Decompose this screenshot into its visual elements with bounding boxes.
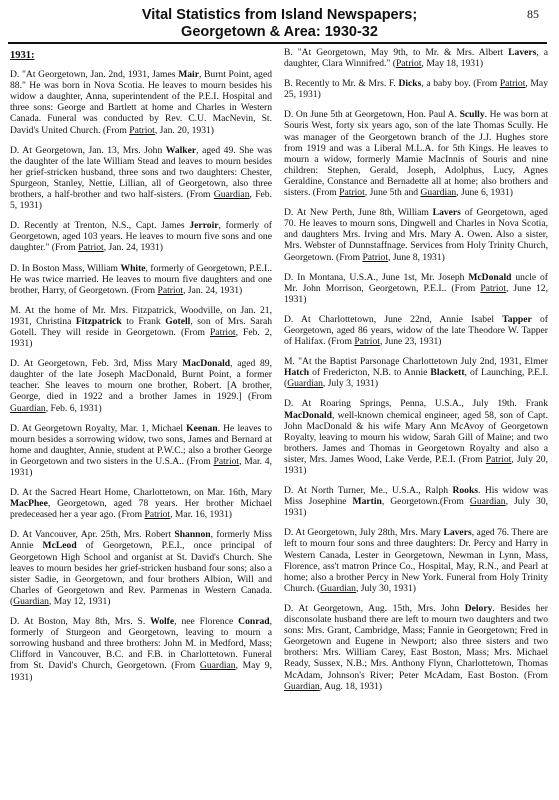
surname: MacPhee: [10, 498, 48, 510]
newspaper-source: Guardian: [287, 378, 323, 390]
entry: B. Recently to Mr. & Mrs. F. Dicks, a baby boy. (From Patriot, May 25, 1931): [284, 78, 548, 101]
surname: Wolfe: [150, 616, 175, 628]
surname: Keenan: [186, 422, 218, 434]
right-column: [284, 47, 548, 701]
newspaper-source: Patriot: [78, 242, 104, 254]
title-line-2: Georgetown & Area: 1930-32: [181, 24, 378, 40]
newspaper-source: Patriot: [354, 336, 380, 348]
newspaper-source: Guardian: [469, 496, 506, 508]
surname: Jerroir: [189, 220, 219, 232]
newspaper-source: Patriot: [213, 455, 240, 467]
surname: Shannon: [174, 529, 211, 541]
entry: D. At Georgetown, Aug. 15th, Mrs. John Delory. Besides her disconsolate husband there are left to mourn two daughters and two sons: Mrs. Grant, Cambridge, Mass; Fannie in Georgetown; Fred in Georgetown and Eugene in Newport; also three sisters and two brothers: Mrs. William Carey, East Boston, Mass; Mrs. Michael Ready, Sussex, N.B.; Mrs. Anthony Flynn, Charlottetown, Thomas McAdam, Johnson's River; Peter McAdam, East Boston. (From Guardian, Aug. 18, 1931): [284, 602, 548, 692]
title-line-1: Vital Statistics from Island Newspapers;: [141, 7, 418, 23]
newspaper-source: Guardian: [213, 189, 250, 201]
entry: D. On June 5th at Georgetown, Hon. Paul A. Scully. He was born at Souris West, forty six years ago, son of the late Thomas Scully. He was manager of the Georgetown branch of the J.J. Hughes store from 1919 and was a Liberal M.L.A. for 5th Kings. He leaves to mourn a widow, formerly Mamie MacInnis of Souris and nine children: Stephen, Gerald, Joseph, Adolphus, Lucy, Agnes Geraldine, Constance and Bernadette all at home; also brothers and sisters. (From Patriot, June 5th and Guardian, June 6, 1931): [284, 109, 549, 199]
newspaper-source: Guardian: [10, 402, 46, 414]
surname: Dicks: [398, 78, 422, 90]
entry: D. Recently at Trenton, N.S., Capt. James Jerroir, formerly of Georgetown, aged 103 years. He leaves to mourn five sons and one daughter." (From Patriot, Jan. 24, 1931): [10, 220, 272, 254]
newspaper-source: Patriot: [362, 251, 389, 263]
surname: Blackett: [430, 367, 465, 379]
surname: Rooks: [452, 485, 479, 497]
entry: D. At Georgetown, Jan. 13, Mrs. John Walker, aged 49. She was the daughter of the late William Stead and leaves to mourn besides her grief-stricken husband, three sons and two daughters: Chester, Spurgeon, Stanley, Nettie, Lillian, all of Georgetown, also three brothers, a half-brother and two half-sisters. (From Guardian, Feb. 5, 1931): [10, 144, 272, 212]
entry: D. At North Turner, Me., U.S.A., Ralph Rooks. His widow was Miss Josephine Martin, Georgetown.(From Guardian, July 30, 1931): [284, 485, 549, 519]
entry: D. "At Georgetown, Jan. 2nd, 1931, James Mair, Burnt Point, aged 88." He was born in Nova Scotia. He leaves to mourn besides his widow a daughter, Anna, superintendent of the P.E.I. Hospital and three sons: George and Bartlett at home and Charles in Western Canada. Funeral was conducted by Rev. C.U. MacNevin, St. David's United Church. (From Patriot, Jan. 20, 1931): [10, 69, 272, 136]
surname: McLeod: [42, 540, 77, 552]
newspaper-source: Guardian: [13, 595, 49, 607]
entry: D. At Roaring Springs, Penna, U.S.A., July 19th. Frank MacDonald, well-known chemical engineer, aged 58, son of Capt. John MacDonald & his wife Mary Ann McAvoy of Georgetown Royalty, leaving to mourn his widow, Sarah Gill of Maine; and two brothers. James and Thomas in Georgetown Royalty and also a sister, Mrs. James Wood, Lake Verde, P.E.I. (From Patriot, July 20, 1931): [284, 398, 548, 476]
entry: M. "At the Baptist Parsonage Charlottetown July 2nd, 1931, Elmer Hatch of Fredericton, N.B. to Annie Blackett, of Launching, P.E.I. (Guardian, July 3, 1931): [284, 356, 548, 390]
newspaper-source: Patriot: [339, 187, 365, 199]
entry: D. At Georgetown Royalty, Mar. 1, Michael Keenan. He leaves to mourn besides a sorrowing widow, two sons, James and Bernard at home and daughter, Annie, student at P.W.C.; also a brother George in Georgetown and two sisters in the U.S.A.. (From Patriot, Mar. 4, 1931): [10, 422, 273, 478]
entry: D. In Boston Mass, William White, formerly of Georgetown, P.E.I.. He was twice married. He leaves to mourn five daughters and one brother, Harry, of Georgetown. (From Patriot, Jan. 24, 1931): [10, 262, 272, 296]
newspaper-source: Guardian: [199, 660, 236, 672]
newspaper-source: Guardian: [284, 680, 320, 692]
title-rule: [8, 42, 547, 44]
surname: Mair: [178, 69, 199, 81]
surname: Scully: [459, 109, 485, 121]
surname: Hatch: [284, 367, 310, 379]
entry: B. "At Georgetown, May 9th, to Mr. & Mrs. Albert Lavers, a daughter, Clara Winnifred." (Patriot, May 18, 1931): [284, 47, 548, 70]
newspaper-source: Guardian: [320, 582, 356, 594]
surname: Delory: [464, 602, 493, 614]
surname: White: [120, 262, 146, 274]
entry: D. At the Sacred Heart Home, Charlottetown, on Mar. 16th, Mary MacPhee, Georgetown, aged 78 years. Her brother Michael predeceased her a year ago. (From Patriot, Mar. 16, 1931): [10, 487, 272, 521]
newspaper-source: Guardian: [420, 187, 457, 199]
entry: D. At Georgetown, July 28th, Mrs. Mary Lavers, aged 76. There are left to mourn four sons and three daughters: Dr. Percy and Harry in Western Canada, Lester in Georgetown, Newman in Lynn, Mass, Florence, ass't matron Prince Co., Hospital, May, R.N., and Pearl at home; also a brother Percy in New York. Funeral from Holy Trinity Church. (Guardian, July 30, 1931): [284, 527, 548, 594]
surname: McDonald: [468, 271, 512, 283]
newspaper-source: Patriot: [485, 453, 512, 465]
page-title: [0, 7, 559, 41]
surname: Conrad: [238, 616, 270, 628]
surname: Fitzpatrick: [75, 315, 122, 327]
surname: Lavers: [443, 527, 472, 539]
surname: MacDonald: [182, 358, 231, 370]
surname: Gotell: [165, 315, 191, 327]
surname: Martin: [352, 496, 382, 508]
entry: M. At the home of Mr. Mrs. Fitzpatrick, Woodville, on Jan. 21, 1931, Christina Fitzpatrick to Frank Gotell, son of Mrs. Sarah Gotell. They will reside in Georgetown. (From Patriot, Feb. 2, 1931): [10, 304, 273, 350]
surname: Lavers: [508, 47, 537, 58]
entry: D. At Charlottetown, June 22nd, Annie Isabel Tapper of Georgetown, aged 86 years, widow of the late Theodore W. Tapper of Halifax. (From Patriot, June 23, 1931): [284, 313, 548, 348]
newspaper-source: Patriot: [144, 509, 171, 521]
year-heading: 1931:: [10, 50, 35, 61]
surname: MacDonald: [284, 409, 332, 421]
newspaper-source: Patriot: [480, 282, 506, 294]
page-number: 85: [527, 7, 539, 21]
entry: D. At Vancouver, Apr. 25th, Mrs. Robert Shannon, formerly Miss Annie McLeod of Georgetown, P.E.I., once principal of Georgetown High School and organist at St. David's Church. She leaves to mourn besides her grief-stricken husband four sons; also a sister Sadie, in Georgetown, and four brothers Albion, Will and Charles of Georgetown and Rev. Parmenas in Western Canada. (Guardian, May 12, 1931): [10, 529, 272, 607]
newspaper-source: Patriot: [129, 124, 155, 136]
left-column: [10, 47, 272, 692]
newspaper-source: Patriot: [499, 78, 526, 90]
newspaper-source: Patriot: [157, 284, 184, 296]
surname: Walker: [165, 144, 197, 156]
surname: Tapper: [502, 313, 532, 325]
newspaper-source: Patriot: [395, 58, 422, 70]
surname: Lavers: [432, 207, 461, 219]
entry: D. At Georgetown, Feb. 3rd, Miss Mary MacDonald, aged 89, daughter of the late Joseph MacDonald, Burnt Point, a former teacher. She leaves to mourn one brother, Robert. [A brother, George, died in 1922 and a brother James in 1929.] (From Guardian, Feb. 6, 1931): [10, 358, 272, 414]
entry: D. In Montana, U.S.A., June 1st, Mr. Joseph McDonald uncle of Mr. John Morrison, Georgetown, P.E.I.. (From Patriot, June 12, 1931): [284, 271, 548, 305]
entry: D. At Boston, May 8th, Mrs. S. Wolfe, nee Florence Conrad, formerly of Sturgeon and Georgetown, leaving to mourn a sorrowing husband and three brothers: John M. in Medford, Mass; Clifford in Vancouver, B.C. and F.B. in Charlottetown. Funeral from St. David's Church, Georgetown. (From Guardian, May 9, 1931): [10, 616, 272, 683]
entry: D. At New Perth, June 8th, William Lavers of Georgetown, aged 70. He leaves to mourn sons, Dingwell and Charles in Nova Scotia, and daughters Mrs. Irving and Mrs. Mary A. Owen. Also a sister, Mrs. Webster of Dunnstaffnage. Services from Holy Trinity Church, Georgetown. (From Patriot, June 8, 1931): [284, 207, 548, 263]
newspaper-source: Patriot: [209, 326, 236, 338]
